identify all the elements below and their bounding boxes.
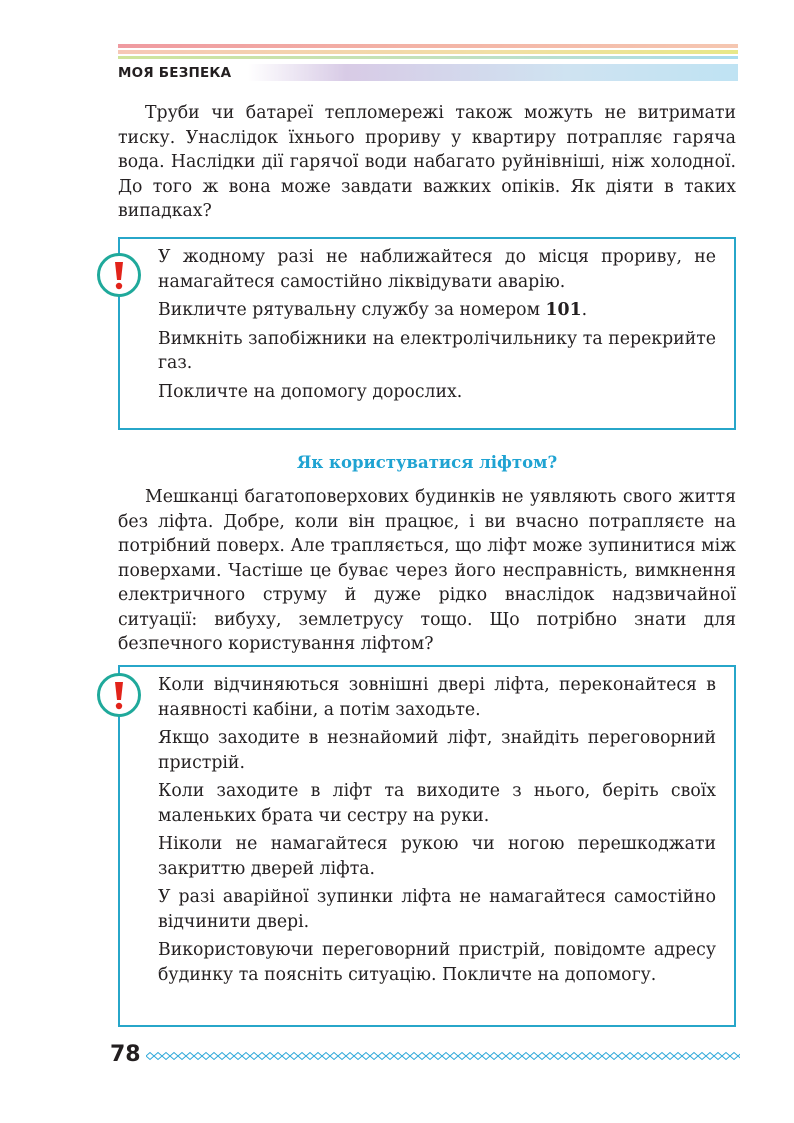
safety-box-lift xyxy=(118,665,736,1027)
box1-item-call xyxy=(158,298,716,323)
box2-item-3: Коли заходите в ліфт та виходите з нього, беріть своїх маленьких брата чи сестру на руки. xyxy=(158,781,716,826)
box1-item-2: Вимкніть запобіжники на електролічильнику та перекрийте газ. xyxy=(158,328,716,373)
box1-call-end: . xyxy=(581,300,588,320)
wave-ornament-icon xyxy=(146,1051,740,1061)
page-header xyxy=(118,42,738,82)
rescue-number: 101 xyxy=(545,300,582,320)
header-stripe-yellow xyxy=(118,50,738,54)
intro-paragraph: Труби чи батареї тепломережі також можуть не витримати тиску. Унаслідок їхнього прориву у квартиру потрапляє гаряча вода. Наслідки дії гарячої води набагато руйнівніші, ніж холодної. До того ж вона може завдати важких опіків. Як діяти в таких випадках? xyxy=(118,103,736,221)
warning-exclamation-icon xyxy=(97,673,141,717)
header-stripe-pink xyxy=(118,44,738,48)
box1-call-text: Викличте рятувальну службу за номером xyxy=(158,300,546,320)
box1-item-1: У жодному разі не наближайтеся до місця прориву, не намагайтеся самостійно ліквідувати аварію. xyxy=(158,247,716,292)
box2-item-5: У разі аварійної зупинки ліфта не намагайтеся самостійно відчинити двері. xyxy=(158,887,716,932)
box2-item-4: Ніколи не намагайтеся рукою чи ногою перешкоджати закриттю дверей ліфта. xyxy=(158,834,716,879)
box2-item-2: Якщо заходите в незнайомий ліфт, знайдіть переговорний пристрій. xyxy=(158,728,716,773)
safety-box-heating xyxy=(118,237,736,430)
section-label: МОЯ БЕЗПЕКА xyxy=(118,65,232,81)
header-stripe-blue xyxy=(118,56,738,59)
page-footer xyxy=(110,1042,740,1072)
section-heading: Як користуватися ліфтом? xyxy=(296,453,558,472)
header-label-band xyxy=(248,64,738,81)
warning-exclamation-icon xyxy=(97,253,141,297)
box1-item-3: Покличте на допомогу дорослих. xyxy=(158,381,463,402)
box2-item-6: Використовуючи переговорний пристрій, повідомте адресу будинку та поясніть ситуацію. Покличте на допомогу. xyxy=(158,940,716,985)
box2-item-1: Коли відчиняються зовнішні двері ліфта, переконайтеся в наявності кабіни, а потім заходьте. xyxy=(158,675,716,720)
page-number: 78 xyxy=(110,1042,141,1067)
lift-paragraph: Мешканці багатоповерхових будинків не уявляють свого життя без ліфта. Добре, коли він працює, і ви вчасно потрапляєте на потрібний поверх. Але трапляється, що ліфт може зупинитися між поверхами. Частіше це буває через його несправність, вимкнення електричного струму й дуже рідко внаслідок надзвичайної ситуації: вибуху, землетрусу тощо. Що потрібно знати для безпечного користування ліфтом? xyxy=(118,487,736,654)
